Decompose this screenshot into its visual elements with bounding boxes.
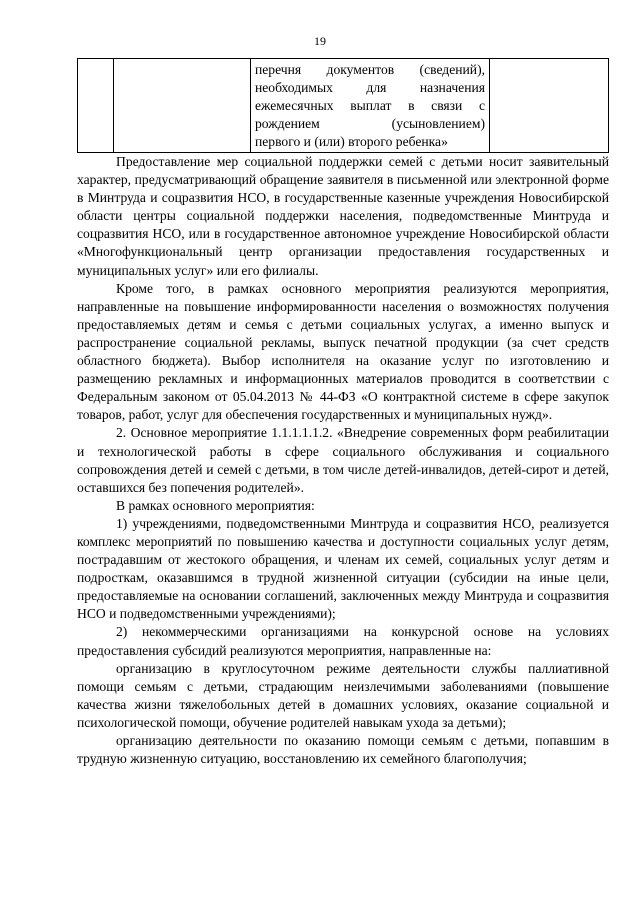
paragraph: Кроме того, в рамках основного мероприятия реализуются мероприятия, направленные на повышение информированности населения о возможностях получения предоставляемых детям и семья с детьми социальных услугах, а именно выпуск и распространение социальной рекламы, выпуск печатной продукции (за счет средств областного бюджета). Выбор исполнителя на оказание услуг по изготовлению и размещению рекламных и информационных материалов проводится в соответствии с Федеральным законом от 05.04.2013 № 44-ФЗ «О контрактной системе в сфере закупок товаров, работ, услуг для обеспечения государственных и муниципальных нужд». bbox=[77, 280, 609, 423]
paragraph: организацию деятельности по оказанию помощи семьям с детьми, попавшим в трудную жизненную ситуацию, восстановлению их семейного благополучия; bbox=[77, 733, 609, 767]
table-cell-line: необходимых для назначения bbox=[255, 80, 485, 95]
paragraph: 2. Основное мероприятие 1.1.1.1.1.2. «Внедрение современных форм реабилитации и технологической работы в сфере социального обслуживания и социального сопровождения детей и семей с детьми, в том числе детей-инвалидов, детей-сирот и детей, оставшихся без попечения родителей». bbox=[77, 425, 609, 495]
paragraph: 1) учреждениями, подведомственными Минтруда и соцразвития НСО, реализуется комплекс мероприятий по повышению качества и доступности социальных услуг детям, пострадавшим от жестокого обращения, и членам их семей, социальных услуг детям и подросткам, оказавшимся в трудной жизненной ситуации (субсидии на иные цели, предоставляемые на основании соглашений, заключенных между Минтруда и соцразвития НСО и подведомственными учреждениями); bbox=[77, 515, 609, 622]
document-body bbox=[77, 153, 609, 768]
paragraph: организацию в круглосуточном режиме деятельности службы паллиативной помощи семьям с детьми, страдающим неизлечимыми заболеваниями (повышение качества жизни тяжелобольных детей в домашних условиях, оказание социальной и психологической помощи, обучение родителей навыкам ухода за детьми); bbox=[77, 660, 609, 730]
continuation-table bbox=[77, 58, 609, 153]
table-cell-line: рождением (усыновлением) bbox=[255, 116, 485, 131]
table-cell-name bbox=[114, 59, 251, 153]
paragraph: Предоставление мер социальной поддержки семей с детьми носит заявительный характер, предусматривающий обращение заявителя в письменной или электронной форме в Минтруда и соцразвития НСО, в государственные казенные учреждения Новосибирской области центры социальной поддержки населения, подведомственные Минтруда и соцразвития НСО, или в государственное автономное учреждение Новосибирской области «Многофункциональный центр организации предоставления государственных и муниципальных услуг» или его филиалы. bbox=[77, 154, 609, 278]
page-number: 19 bbox=[314, 34, 326, 48]
table-cell-empty bbox=[490, 59, 609, 153]
table-cell-line: перечня документов (сведений), bbox=[255, 62, 485, 77]
table-cell-line: ежемесячных выплат в связи с bbox=[255, 98, 485, 113]
paragraph: В рамках основного мероприятия: bbox=[116, 497, 315, 513]
table-cell-number bbox=[78, 59, 114, 153]
table-cell-line: первого и (или) второго ребенка» bbox=[255, 134, 448, 149]
paragraph: 2) некоммерческими организациями на конкурсной основе на условиях предоставления субсидий реализуются мероприятия, направленные на: bbox=[77, 624, 609, 658]
table-cell-description bbox=[251, 59, 490, 153]
